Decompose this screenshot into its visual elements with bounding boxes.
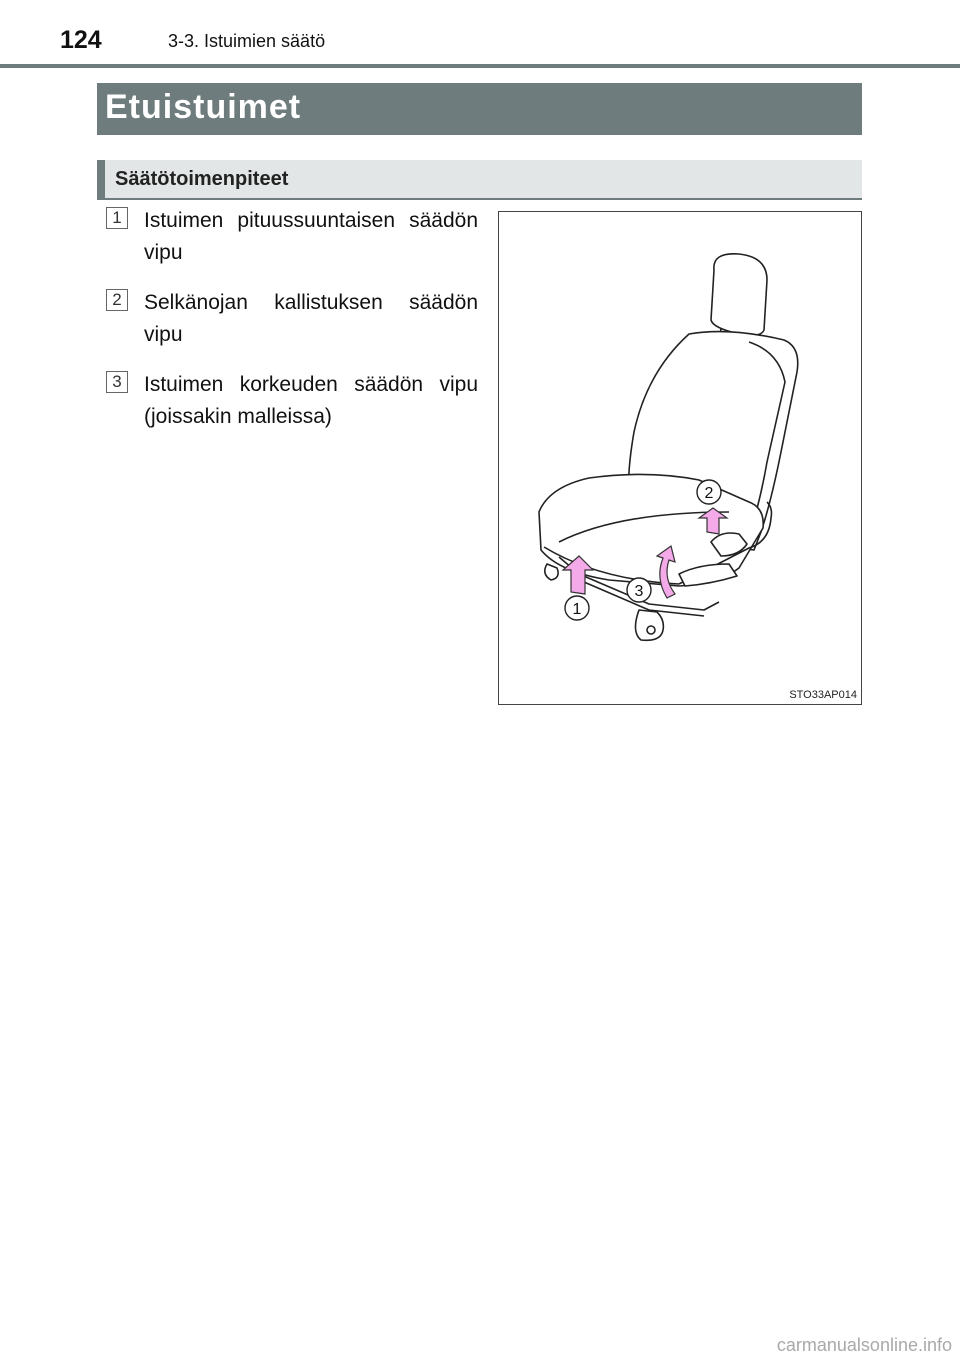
front-foot-shape — [545, 564, 558, 580]
item-text: Istuimen pituussuuntaisen säädön vipu — [144, 209, 478, 264]
seat-illustration — [499, 212, 861, 704]
callout-label-1: 1 — [572, 601, 582, 618]
list-item — [106, 287, 478, 351]
item-number-badge: 1 — [106, 207, 128, 229]
figure-code: STO33AP014 — [789, 689, 857, 701]
callout-label-3: 3 — [634, 583, 644, 600]
item-text: Istuimen korkeuden säädön vipu (joissakin malleissa) — [144, 373, 478, 428]
rear-foot-hole-shape — [647, 626, 655, 634]
rear-foot-shape — [635, 610, 663, 640]
section-title: Etuistuimet — [105, 88, 302, 126]
running-head: 3-3. Istuimien säätö — [168, 31, 326, 51]
watermark: carmanualsonline.info — [776, 1335, 952, 1355]
subsection-title: Säätötoimenpiteet — [115, 168, 289, 190]
header-rule — [0, 64, 960, 68]
section-banner — [97, 83, 862, 135]
callout-label-2: 2 — [704, 485, 714, 502]
list-item — [106, 369, 478, 433]
list-item — [106, 205, 478, 269]
seat-figure — [498, 211, 862, 705]
item-text: Selkänojan kallistuksen säädön vipu — [144, 291, 478, 346]
page-number: 124 — [60, 26, 102, 54]
item-number-badge: 2 — [106, 289, 128, 311]
headrest-shape — [711, 254, 767, 336]
item-number-badge: 3 — [106, 371, 128, 393]
item-list — [106, 205, 478, 451]
subsection-bar — [97, 160, 105, 198]
subsection-heading — [97, 160, 862, 200]
